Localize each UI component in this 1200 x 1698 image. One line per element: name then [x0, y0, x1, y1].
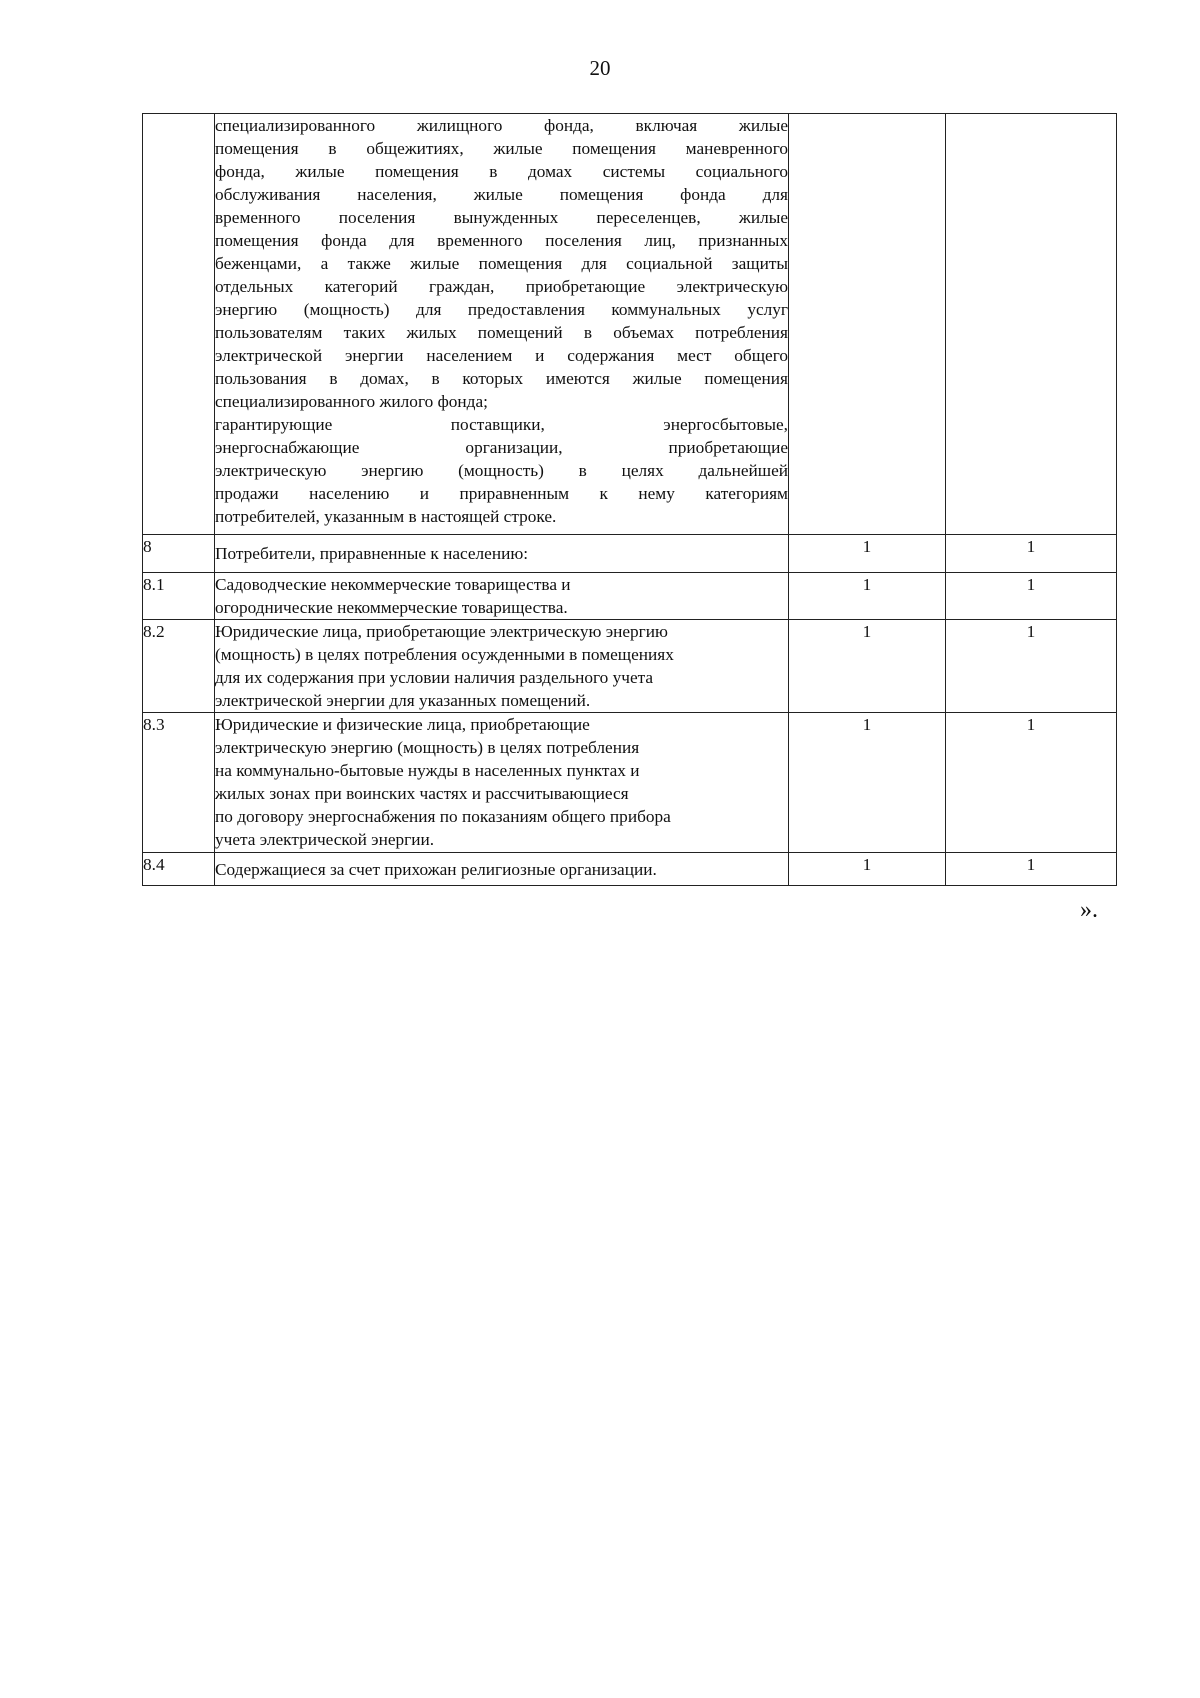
continuation-text-cell — [215, 114, 789, 535]
value-cell-1: 1 — [789, 573, 946, 620]
text-line: фонда, жилые помещения в домах системы социального — [215, 162, 788, 181]
table-row-8-3 — [143, 713, 1117, 853]
text-line: (мощность) в целях потребления осужденными в помещениях — [215, 645, 674, 664]
text-line: на коммунально-бытовые нужды в населенных пунктах и — [215, 761, 640, 780]
row-text-cell — [215, 573, 789, 620]
text-line: временного поселения вынужденных переселенцев, жилые — [215, 208, 788, 227]
row-number-cell: 8.1 — [143, 573, 215, 620]
table-row-8-1 — [143, 573, 1117, 620]
value-cell-1: 1 — [789, 620, 946, 713]
row-text-cell — [215, 535, 789, 573]
text-line: для их содержания при условии наличия раздельного учета — [215, 668, 654, 687]
text-line: обслуживания населения, жилые помещения фонда для — [215, 185, 788, 204]
value-cell-2: 1 — [946, 853, 1117, 886]
row-number-cell — [143, 114, 215, 535]
text-line: специализированного жилого фонда; — [215, 392, 488, 411]
text-line: продажи населению и приравненным к нему категориям — [215, 484, 788, 503]
row-number-cell: 8.4 — [143, 853, 215, 886]
text-line: учета электрической энергии. — [215, 830, 435, 849]
text-line: Содержащиеся за счет прихожан религиозные организации. — [215, 859, 657, 879]
text-line: электрической энергии населением и содержания мест общего — [215, 346, 788, 365]
table-row-8-4 — [143, 853, 1117, 886]
text-line: Юридические лица, приобретающие электрическую энергию — [215, 622, 668, 641]
text-line: потребителей, указанным в настоящей строке. — [215, 507, 557, 526]
text-line: Садоводческие некоммерческие товарищества и — [215, 575, 571, 594]
text-line: жилых зонах при воинских частях и рассчитывающиеся — [215, 784, 629, 803]
text-line: электрическую энергию (мощность) в целях дальнейшей — [215, 461, 788, 480]
row-text-cell — [215, 713, 789, 853]
text-line: пользования в домах, в которых имеются жилые помещения — [215, 369, 788, 388]
value-cell-2: 1 — [946, 713, 1117, 853]
text-line: отдельных категорий граждан, приобретающие электрическую — [215, 277, 788, 296]
text-line: специализированного жилищного фонда, включая жилые — [215, 116, 788, 135]
value-cell-2: 1 — [946, 535, 1117, 573]
value-cell-1 — [789, 114, 946, 535]
row-number-cell: 8 — [143, 535, 215, 573]
text-line: Юридические и физические лица, приобретающие — [215, 715, 590, 734]
value-cell-1: 1 — [789, 853, 946, 886]
table-row-8 — [143, 535, 1117, 573]
text-line: огороднические некоммерческие товарищества. — [215, 598, 568, 617]
table-row-continuation — [143, 114, 1117, 535]
page-number: 20 — [589, 56, 611, 80]
text-line: помещения фонда для временного поселения лиц, признанных — [215, 231, 788, 250]
row-text-cell — [215, 853, 789, 886]
row-number-cell: 8.3 — [143, 713, 215, 853]
text-line: Потребители, приравненные к населению: — [215, 544, 529, 563]
value-cell-2: 1 — [946, 620, 1117, 713]
text-line: гарантирующие поставщики, энергосбытовые, — [215, 415, 788, 434]
closing-quote-mark: ». — [1080, 897, 1098, 923]
text-line: беженцами, а также жилые помещения для социальной защиты — [215, 254, 788, 273]
value-cell-1: 1 — [789, 713, 946, 853]
row-text-cell — [215, 620, 789, 713]
text-line: энергоснабжающие организации, приобретающие — [215, 438, 788, 457]
value-cell-2 — [946, 114, 1117, 535]
text-line: по договору энергоснабжения по показаниям общего прибора — [215, 807, 671, 826]
value-cell-2: 1 — [946, 573, 1117, 620]
row-number-cell: 8.2 — [143, 620, 215, 713]
text-line: энергию (мощность) для предоставления коммунальных услуг — [215, 300, 788, 319]
text-line: пользователям таких жилых помещений в объемах потребления — [215, 323, 788, 342]
table-row-8-2 — [143, 620, 1117, 713]
value-cell-1: 1 — [789, 535, 946, 573]
text-line: помещения в общежитиях, жилые помещения маневренного — [215, 139, 788, 158]
text-line: электрической энергии для указанных помещений. — [215, 691, 591, 710]
text-line: электрическую энергию (мощность) в целях потребления — [215, 738, 640, 757]
consumer-category-table — [142, 113, 1117, 886]
